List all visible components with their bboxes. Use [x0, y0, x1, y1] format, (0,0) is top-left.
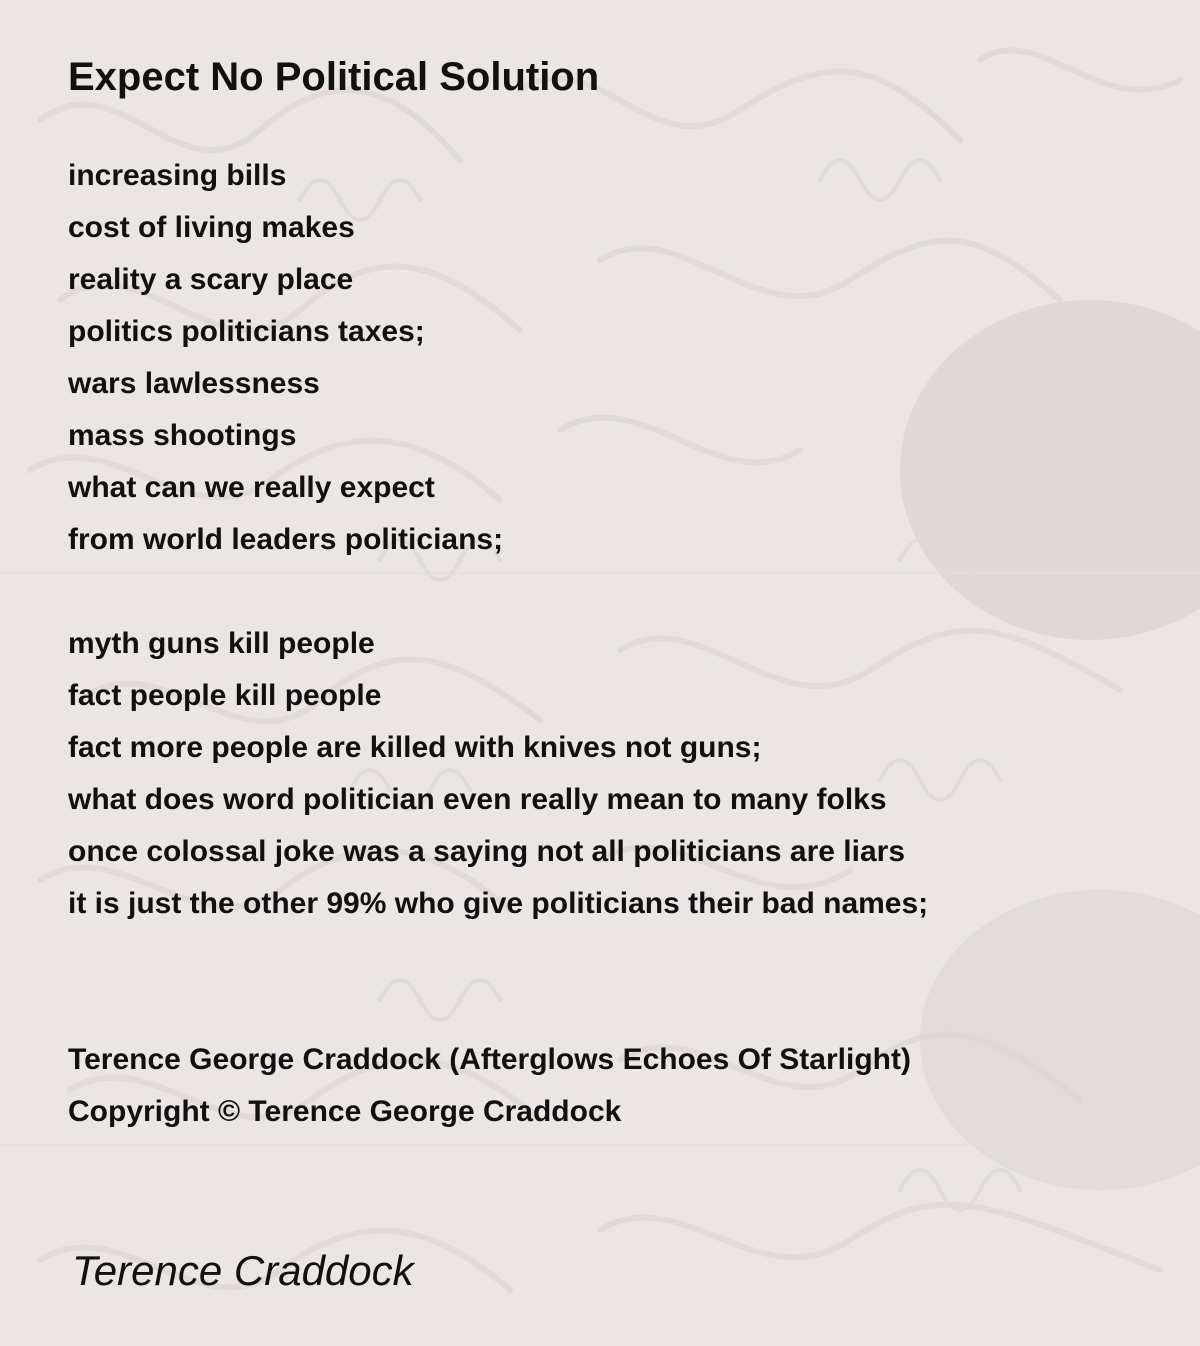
poem-line: politics politicians taxes; [68, 315, 425, 348]
copyright-notice: Copyright © Terence George Craddock [68, 1095, 622, 1128]
poem-title: Expect No Political Solution [68, 55, 600, 99]
poem-line: fact more people are killed with knives not guns; [68, 731, 762, 764]
poem-line: increasing bills [68, 159, 287, 192]
poem-line: cost of living makes [68, 211, 355, 244]
poem-stanza [68, 150, 1178, 566]
poem-line: from world leaders politicians; [68, 523, 504, 556]
poem-body [68, 150, 1178, 930]
poem-line: wars lawlessness [68, 367, 320, 400]
poem-line: once colossal joke was a saying not all politicians are liars [68, 835, 905, 868]
poem-line: mass shootings [68, 419, 297, 452]
poem-stanza [68, 618, 1178, 930]
poem-line: fact people kill people [68, 679, 382, 712]
poem-line: myth guns kill people [68, 627, 375, 660]
poem-attribution [68, 1034, 911, 1138]
poem-line: reality a scary place [68, 263, 354, 296]
stanza-divider [68, 566, 1178, 618]
poem-line: what does word politician even really mean to many folks [68, 783, 887, 816]
author-signature: Terence Craddock [72, 1247, 414, 1294]
poem-line: what can we really expect [68, 471, 435, 504]
poem-line: it is just the other 99% who give politicians their bad names; [68, 887, 929, 920]
attribution-source: Terence George Craddock (Afterglows Echoes Of Starlight) [68, 1043, 911, 1076]
